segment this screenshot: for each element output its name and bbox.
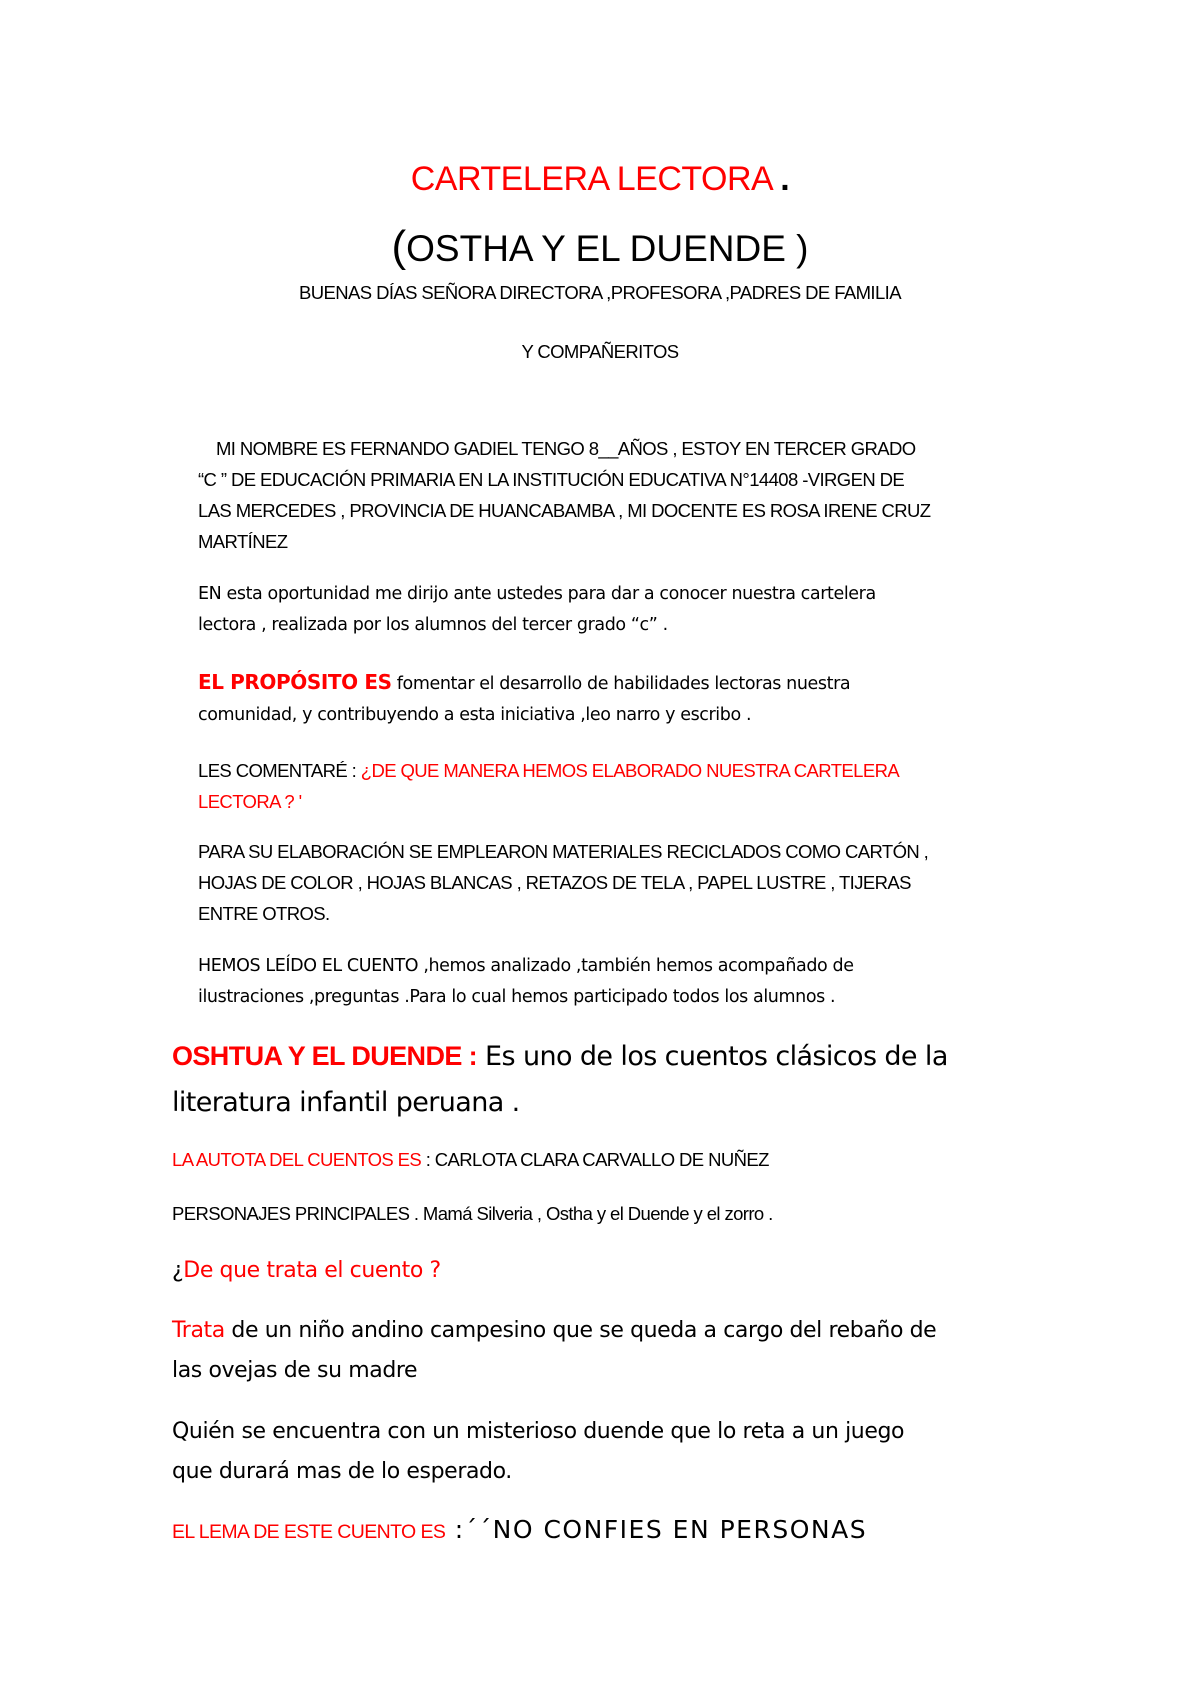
document-title (0, 160, 1200, 199)
materials-line: HOJAS DE COLOR , HOJAS BLANCAS , RETAZOS DE TELA , PAPEL LUSTRE , TIJERAS (198, 872, 911, 893)
plot2-line: Quién se encuentra con un misterioso duende que lo reta a un juego (172, 1419, 905, 1444)
intro-line: “C ” DE EDUCACIÓN PRIMARIA EN LA INSTITUCIÓN EDUCATIVA N°14408 -VIRGEN DE (198, 469, 905, 490)
intro-paragraph-cont (198, 464, 1018, 557)
lema-label: EL LEMA DE ESTE CUENTO ES (172, 1521, 446, 1543)
comment-question-cont: LECTORA ? ' (198, 791, 302, 812)
story-paragraph (172, 1033, 948, 1126)
plot-red-word: Trata (172, 1318, 225, 1343)
story-line: literatura infantil peruana . (172, 1087, 520, 1118)
document-subtitle (0, 222, 1200, 272)
intro-paragraph (216, 433, 1036, 464)
plot2-line: que durará mas de lo esperado. (172, 1459, 512, 1484)
reading-line: ilustraciones ,preguntas .Para lo cual hemos participado todos los alumnos . (198, 987, 836, 1007)
lema-text: :´´NO CONFIES EN PERSONAS (445, 1515, 868, 1544)
plot-line: de un niño andino campesino que se queda a cargo del rebaño de (224, 1318, 937, 1343)
purpose-label: EL PROPÓSITO ES (198, 670, 392, 694)
reading-line: HEMOS LEÍDO EL CUENTO ,hemos analizado ,también hemos acompañado de (198, 956, 854, 976)
author-line (172, 1149, 769, 1171)
opportunity-line: EN esta oportunidad me dirijo ante ustedes para dar a conocer nuestra cartelera (198, 584, 876, 604)
characters-line: PERSONAJES PRINCIPALES . Mamá Silveria , Ostha y el Duende y el zorro . (172, 1203, 773, 1224)
comment-lead: LES COMENTARÉ : (198, 760, 361, 781)
purpose-paragraph (198, 667, 1018, 731)
greeting-line-2: Y COMPAÑERITOS (521, 341, 679, 362)
story-label: OSHTUA Y EL DUENDE : (172, 1041, 478, 1071)
subtitle-paren: ( (391, 222, 407, 271)
intro-line: LAS MERCEDES , PROVINCIA DE HUANCABAMBA , MI DOCENTE ES ROSA IRENE CRUZ (198, 500, 931, 521)
story-line: Es uno de los cuentos clásicos de la (477, 1041, 948, 1072)
question-text: De que trata el cuento ? (183, 1258, 441, 1283)
author-value: : CARLOTA CLARA CARVALLO DE NUÑEZ (421, 1149, 769, 1170)
reading-paragraph (198, 951, 1018, 1013)
plot-line: las ovejas de su madre (172, 1358, 418, 1383)
greeting-line-1: BUENAS DÍAS SEÑORA DIRECTORA ,PROFESORA ,PADRES DE FAMILIA (299, 282, 901, 303)
materials-line: ENTRE OTROS. (198, 903, 330, 924)
materials-line: PARA SU ELABORACIÓN SE EMPLEARON MATERIALES RECICLADOS COMO CARTÓN , (198, 841, 929, 862)
materials-paragraph (198, 836, 1018, 929)
purpose-line: fomentar el desarrollo de habilidades lectoras nuestra (391, 674, 851, 694)
intro-line: MI NOMBRE ES FERNANDO GADIEL TENGO 8__AÑOS , ESTOY EN TERCER GRADO (216, 438, 916, 459)
plot-paragraph-2 (172, 1412, 904, 1492)
plot-paragraph (172, 1311, 936, 1391)
title-dot: . (780, 160, 790, 198)
comment-paragraph (198, 755, 1018, 817)
comment-question: ¿DE QUE MANERA HEMOS ELABORADO NUESTRA CARTELERA (360, 760, 900, 781)
title-text: CARTELERA LECTORA (410, 160, 772, 198)
opportunity-paragraph (198, 579, 1018, 641)
purpose-line: comunidad, y contribuyendo a esta iniciativa ,leo narro y escribo . (198, 705, 752, 725)
question-open: ¿ (172, 1258, 184, 1283)
opportunity-line: lectora , realizada por los alumnos del tercer grado “c” . (198, 615, 668, 635)
intro-line: MARTÍNEZ (198, 531, 288, 552)
subtitle-text: OSTHA Y EL DUENDE ) (406, 228, 809, 269)
plot-question (172, 1251, 441, 1291)
lema-line (172, 1515, 867, 1544)
author-label: LA AUTOTA DEL CUENTOS ES (172, 1149, 422, 1170)
